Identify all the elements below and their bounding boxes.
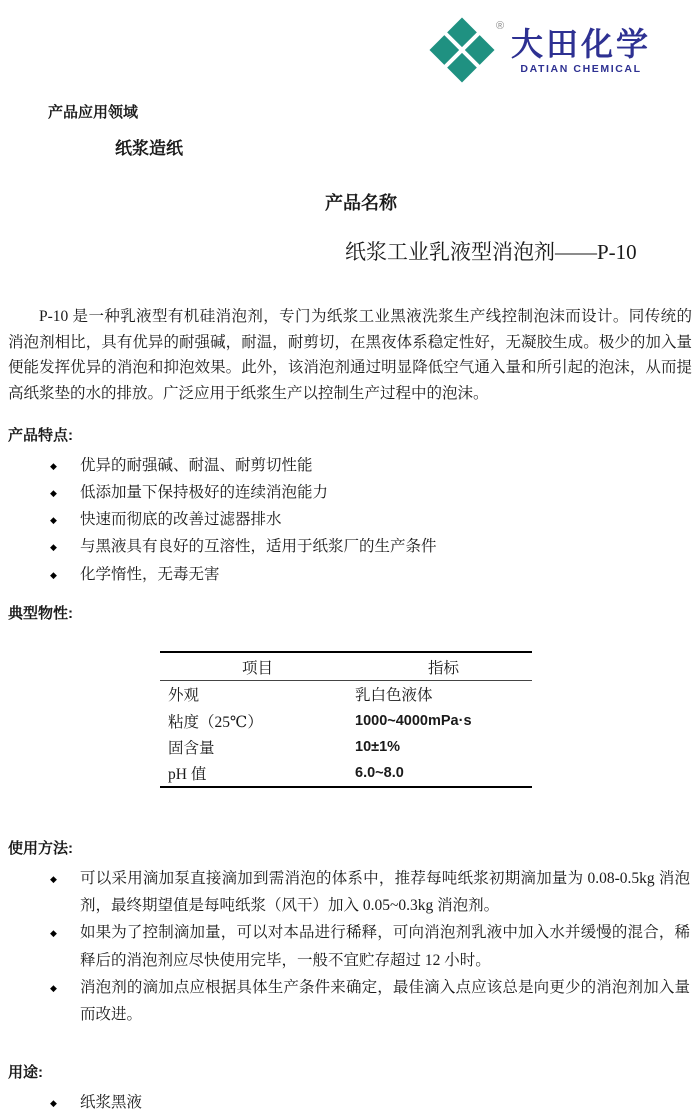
product-name-label: 产品名称 <box>325 193 397 213</box>
properties-section-title: 典型物性: <box>8 604 73 622</box>
list-item <box>0 452 700 479</box>
diamond-bullet-icon: ◆ <box>50 542 57 553</box>
diamond-bullet-icon: ◆ <box>50 569 57 580</box>
usage-text: 消泡剂的滴加点应根据具体生产条件来确定，最佳滴入点应该总是向更少的消泡剂加入量而改进。 <box>80 979 690 1024</box>
feature-text: 快速而彻底的改善过滤器排水 <box>80 511 282 529</box>
diamond-bullet-icon: ◆ <box>50 460 57 471</box>
list-item <box>0 533 700 560</box>
list-item <box>0 506 700 533</box>
brand-diamond-icon <box>429 17 494 82</box>
table-header-row <box>160 652 532 681</box>
logo-header <box>0 0 700 96</box>
list-item <box>0 865 700 920</box>
product-name-value: 纸浆工业乳液型消泡剂——P-10 <box>345 240 637 264</box>
usage-list <box>0 865 700 1029</box>
diamond-bullet-icon: ◆ <box>50 873 57 884</box>
list-item <box>0 479 700 506</box>
table-header-spec: 指标 <box>355 652 532 681</box>
list-item <box>0 974 700 1029</box>
property-value: 6.0~8.0 <box>355 765 404 782</box>
property-value: 1000~4000mPa·s <box>355 712 472 729</box>
usage-section-title: 使用方法: <box>8 839 73 857</box>
product-intro-paragraph: P-10 是一种乳液型有机硅消泡剂，专门为纸浆工业黑液洗浆生产线控制泡沫而设计。同传统的消泡剂相比，具有优异的耐强碱，耐温，耐剪切，在黑夜体系稳定性好，无凝胶生成。极少的加入量便能发挥优异的消泡和抑泡效果。此外，该消泡剂通过明显降低空气通入量和所引起的泡沫，从而提高纸浆垫的水的排放。广泛应用于纸浆生产以控制生产过程中的泡沫。 <box>8 308 692 403</box>
brand-text <box>506 26 656 75</box>
registered-trademark-icon: ® <box>496 20 505 32</box>
features-section-title: 产品特点: <box>8 426 73 444</box>
table-row <box>160 681 532 708</box>
usage-text: 可以采用滴加泵直接滴加到需消泡的体系中，推荐每吨纸浆初期滴加量为 0.08-0.5kg 消泡剂，最终期望值是每吨纸浆（风干）加入 0.05~0.3kg 消泡剂。 <box>80 869 690 915</box>
list-item <box>0 561 700 588</box>
diamond-bullet-icon: ◆ <box>50 488 57 499</box>
feature-text: 与黑液具有良好的互溶性，适用于纸浆厂的生产条件 <box>80 538 437 556</box>
diamond-bullet-icon: ◆ <box>50 983 57 994</box>
feature-text: 低添加量下保持极好的连续消泡能力 <box>80 484 329 502</box>
table-header-item: 项目 <box>160 652 355 681</box>
table-row <box>160 760 532 787</box>
table-row <box>160 734 532 761</box>
property-name: 固含量 <box>168 740 215 758</box>
brand-name-english: DATIAN CHEMICAL <box>520 63 642 75</box>
diamond-bullet-icon: ◆ <box>50 928 57 939</box>
brand-name-chinese: 大田化学 <box>510 26 651 62</box>
features-list <box>0 452 700 588</box>
property-name: 外观 <box>168 687 200 705</box>
property-value: 乳白色液体 <box>355 687 433 705</box>
diamond-bullet-icon: ◆ <box>50 515 57 526</box>
use-text: 纸浆黑液 <box>80 1093 143 1111</box>
property-value: 10±1% <box>355 739 401 756</box>
table-row <box>160 707 532 734</box>
list-item <box>0 919 700 974</box>
feature-text: 优异的耐强碱、耐温、耐剪切性能 <box>80 456 313 474</box>
property-name: 粘度（25℃） <box>168 713 263 731</box>
brand-logo <box>430 14 670 94</box>
uses-section-title: 用途: <box>8 1063 43 1081</box>
application-field-value: 纸浆造纸 <box>115 139 183 158</box>
diamond-bullet-icon: ◆ <box>50 1097 57 1108</box>
usage-text: 如果为了控制滴加量，可以对本品进行稀释，可向消泡剂乳液中加入水并缓慢的混合，稀释后的消泡剂应尽快使用完毕，一般不宜贮存超过 12 小时。 <box>80 924 690 969</box>
properties-table <box>160 651 532 788</box>
property-name: pH 值 <box>168 766 207 784</box>
application-field-label: 产品应用领域 <box>48 104 139 121</box>
feature-text: 化学惰性，无毒无害 <box>80 565 220 583</box>
